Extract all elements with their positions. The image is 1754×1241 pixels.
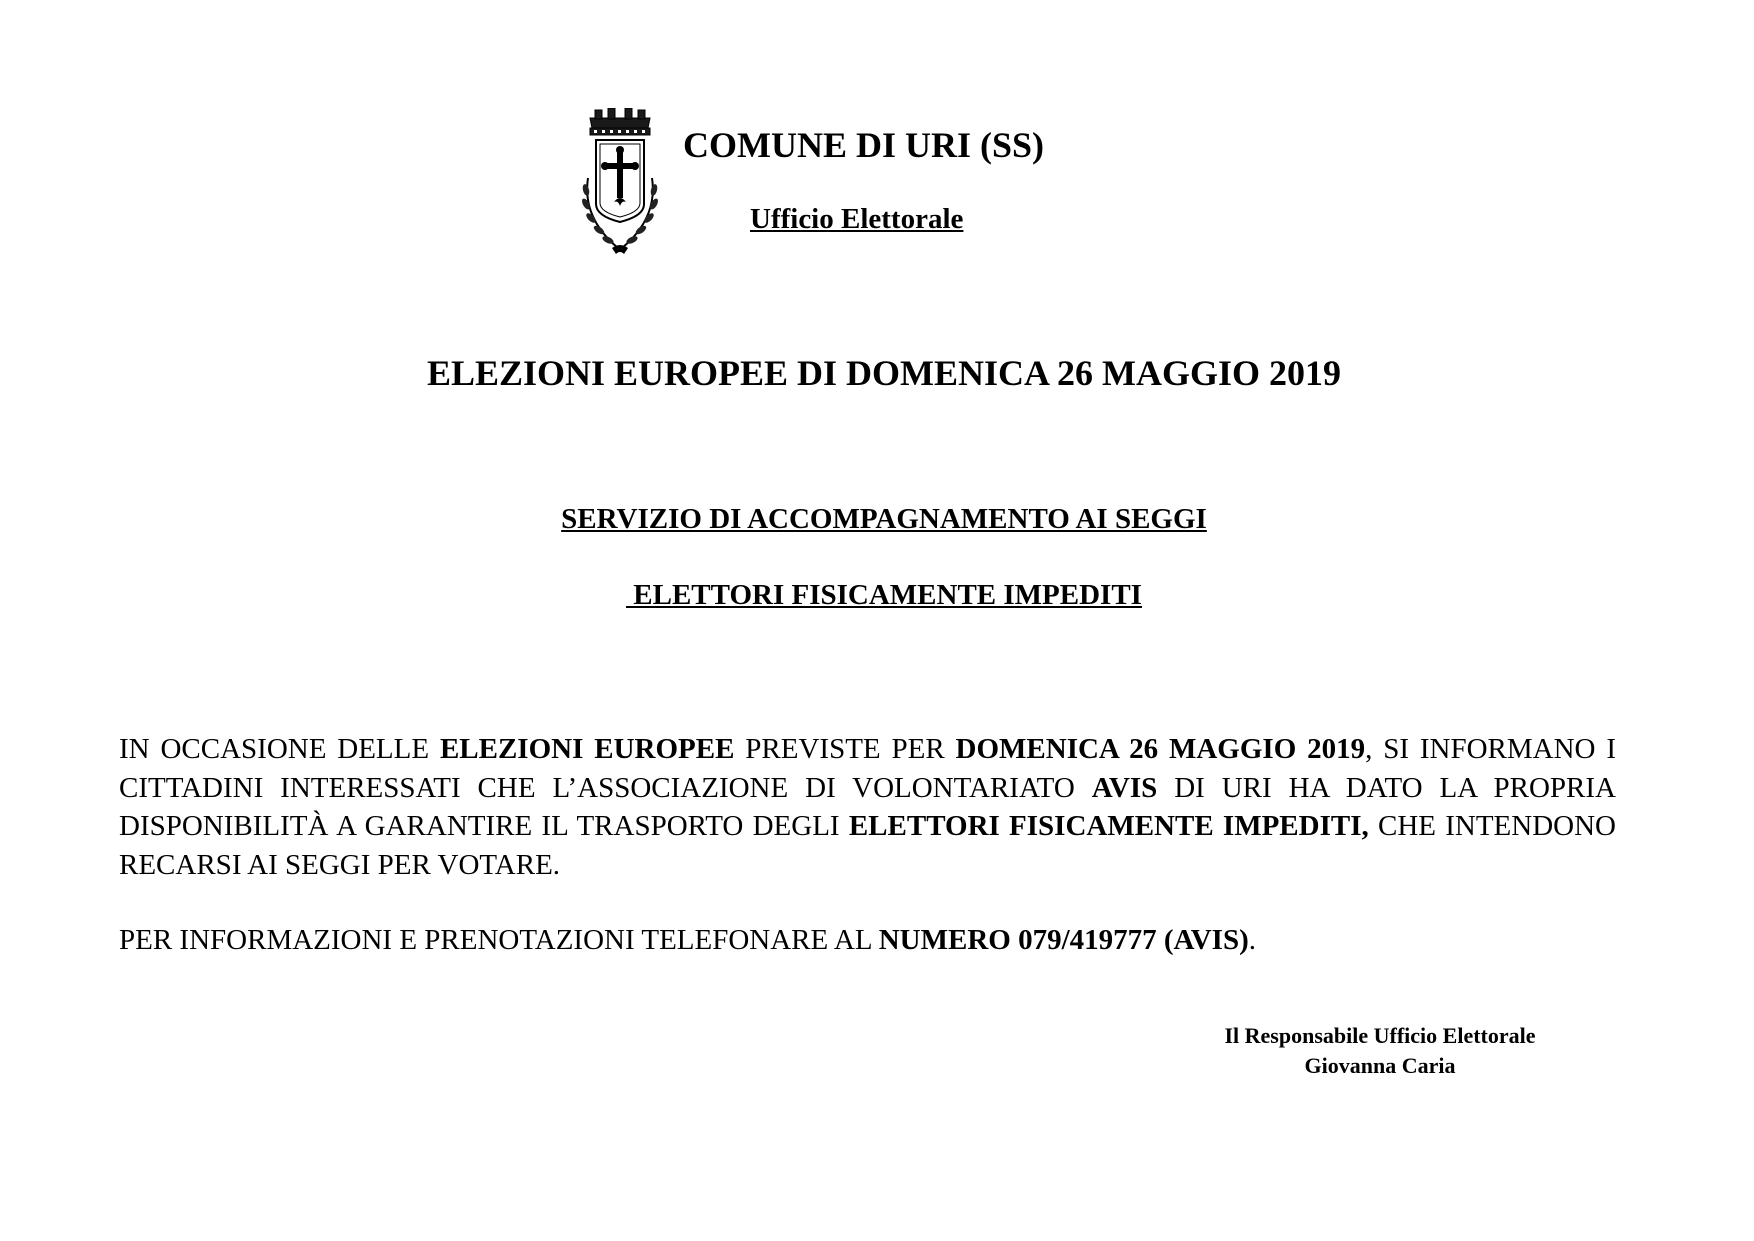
notice-bold-date: DOMENICA 26 MAGGIO 2019	[955, 733, 1366, 765]
voters-heading-text: ELETTORI FISICAMENTE IMPEDITI	[626, 579, 1142, 611]
voters-heading	[0, 578, 1754, 612]
office-subtitle: Ufficio Elettorale	[750, 203, 964, 235]
notice-paragraph	[119, 730, 1616, 884]
signature-block	[1140, 1021, 1620, 1081]
page-title: ELEZIONI EUROPEE DI DOMENICA 26 MAGGIO 2019	[426, 353, 1342, 393]
comune-title: COMUNE DI URI (SS)	[683, 125, 1045, 165]
contact-text: PER INFORMAZIONI E PRENOTAZIONI TELEFONARE AL	[119, 924, 879, 956]
contact-phone-number: NUMERO 079/419777 (AVIS)	[878, 924, 1249, 956]
notice-text-4: DI URI HA DATO LA PROPRIA DISPONIBILITÀ A GARANTIRE IL TRASPORTO DEGLI	[119, 771, 1616, 842]
service-heading: SERVIZIO DI ACCOMPAGNAMENTO AI SEGGI	[561, 503, 1207, 535]
notice-text-1: IN OCCASIONE DELLE	[119, 733, 440, 765]
signature-role: Il Responsabile Ufficio Elettorale	[1224, 1023, 1536, 1048]
notice-text-2: PREVISTE PER	[734, 733, 956, 765]
notice-bold-avis: AVIS	[1091, 771, 1158, 804]
contact-period: .	[1248, 924, 1257, 956]
notice-text-3: , SI INFORMANO I CITTADINI INTERESSATI CHE L’ASSOCIAZIONE DI VOLONTARIATO	[119, 733, 1617, 804]
signature-name: Giovanna Caria	[1304, 1053, 1456, 1078]
contact-line	[119, 922, 1256, 958]
comune-crest-icon	[578, 108, 662, 258]
notice-bold-elections: ELEZIONI EUROPEE	[439, 733, 735, 765]
notice-text-5: CHE INTENDONO RECARSI AI SEGGI PER VOTARE.	[119, 810, 1616, 881]
notice-bold-voters: ELETTORI FISICAMENTE IMPEDITI,	[848, 810, 1369, 842]
